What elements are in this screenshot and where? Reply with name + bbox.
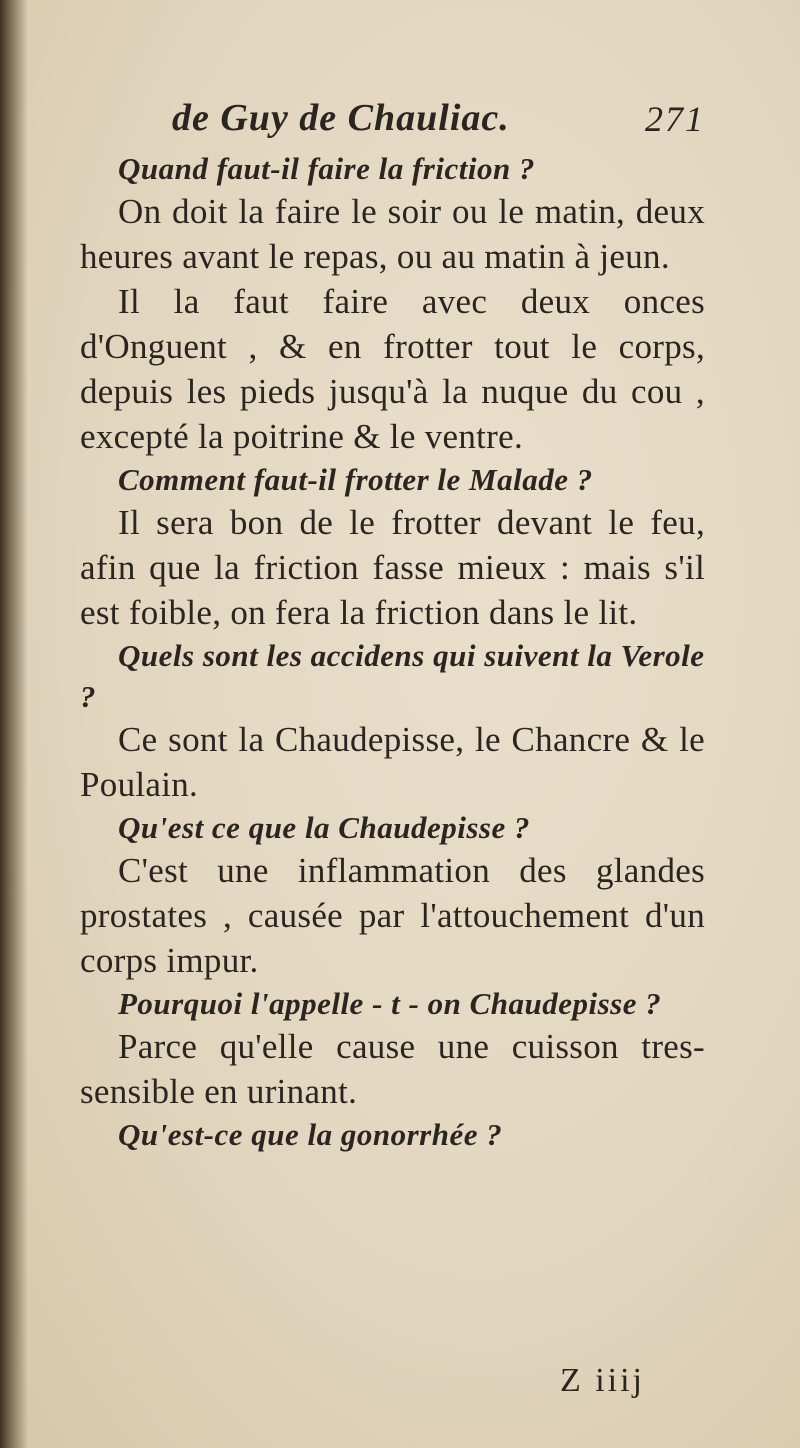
question-4: Quels sont les accidens qui suivent la Verole ?: [80, 638, 705, 714]
question-5: Qu'est ce que la Chaudepisse ?: [118, 810, 530, 845]
question-3: Comment faut-il frotter le Malade ?: [118, 462, 593, 497]
question-1: Quand faut-il faire la friction ?: [118, 151, 535, 186]
running-title: de Guy de Chauliac.: [172, 97, 510, 139]
answer-3: Il sera bon de le frotter devant le feu, afin que la friction fasse mieux : mais s'il est foible, on fera la friction dans le lit.: [80, 503, 705, 632]
text-block: [80, 96, 705, 1155]
page-header: [80, 96, 705, 148]
answer-4: Ce sont la Chaudepisse, le Chancre & le Poulain.: [80, 720, 705, 804]
answer-6: Parce qu'elle cause une cuisson tres-sensible en urinant.: [80, 1027, 705, 1111]
answer-1: On doit la faire le soir ou le matin, deux heures avant le repas, ou au matin à jeun.: [80, 192, 705, 276]
answer-2: Il la faut faire avec deux onces d'Onguent , & en frotter tout le corps, depuis les pieds jusqu'à la nuque du cou , excepté la poitrine & le ventre.: [80, 282, 705, 456]
question-6: Pourquoi l'appelle - t - on Chaudepisse ?: [118, 986, 662, 1021]
page-number: 271: [645, 99, 705, 139]
signature-mark: Z iiij: [559, 1362, 645, 1399]
question-7: Qu'est-ce que la gonorrhée ?: [118, 1117, 503, 1152]
spine-shadow: [0, 0, 28, 1448]
answer-5: C'est une inflammation des glandes prostates , causée par l'attouchement d'un corps impur.: [80, 851, 705, 980]
